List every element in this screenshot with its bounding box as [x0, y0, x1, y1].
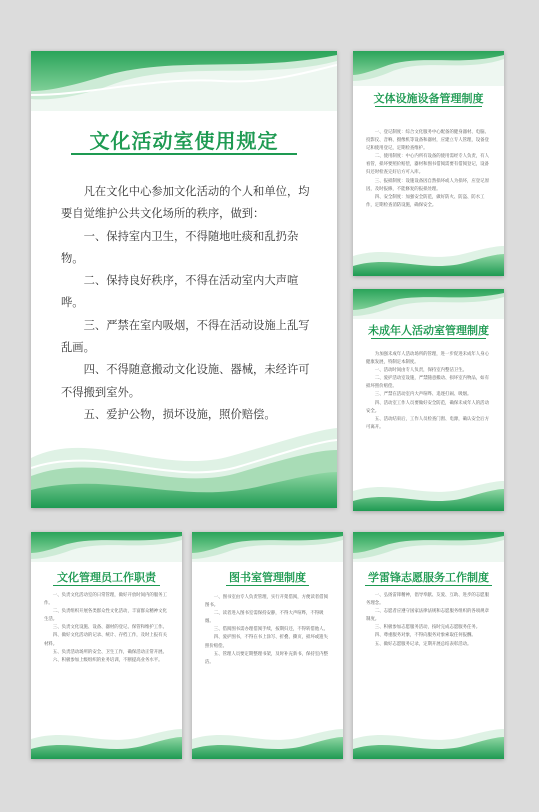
- title-underline: [53, 585, 160, 586]
- rule-item: 四、做好文化活动的记录、统计、存档工作，及时上报有关材料。: [44, 633, 167, 647]
- panel-volunteer-service: [353, 532, 504, 759]
- rule-item: 为加强未成年人活动场所的管理，进一步促进未成年人身心健康发展，特制定本制度。: [366, 352, 489, 366]
- panel-title: 文体设施设备管理制度: [373, 92, 484, 105]
- rule-item: 六、积极参加上级组织的业务培训，不断提高业务水平。: [52, 657, 163, 663]
- panel-body: [205, 594, 332, 667]
- rule-item: 三、严禁在活动室内大声喧哗、追逐打闹、吸烟。: [374, 392, 472, 398]
- bottom-wave-decoration: [31, 398, 337, 508]
- rule-item: 一、弘扬雷锋精神，倡导奉献、友爱、互助、进步的志愿服务理念。: [366, 593, 489, 607]
- bottom-wave-decoration: [353, 471, 504, 511]
- rule-item: 四、尊重服务对象，不得向服务对象索取任何报酬。: [374, 633, 476, 639]
- rule-item: 一、保持室内卫生，不得随地吐痰和乱扔杂物。: [61, 229, 299, 265]
- rule-item: 五、做好志愿服务记录，定期开展总结表彰活动。: [374, 641, 472, 647]
- bottom-wave-decoration: [353, 236, 504, 276]
- panel-library-rules: [192, 532, 343, 759]
- rules-body: [61, 181, 315, 426]
- panel-body: [44, 592, 171, 665]
- rule-item: 二、志愿者应遵守国家法律法规和志愿服务组织的各项规章制度。: [366, 609, 489, 623]
- rule-item: 三、报损制度：设施设备因自然损坏或人为损坏，应登记原因，及时报修，不能修复的报损处理。: [366, 178, 489, 192]
- panel-title: 文化管理员工作职责: [57, 571, 156, 584]
- rule-item: 二、负责组织开展各类群众性文化活动，丰富群众精神文化生活。: [44, 609, 167, 623]
- title-underline: [371, 338, 486, 339]
- panel-title: 图书室管理制度: [229, 571, 306, 584]
- bottom-wave-decoration: [353, 719, 504, 759]
- rule-item: 四、不得随意搬动文化设施、器械，未经许可不得搬到室外。: [61, 363, 310, 399]
- rule-item: 二、使用制度：中心内所有设备的使用需经专人负责，有人看管，损坏要照价赔偿，器材和图书借阅需要有借阅登记，设备归还时检查完好后方可入库。: [366, 154, 489, 176]
- rule-item: 二、读者进入图书室需保持安静，不得大声喧哗，不得吸烟。: [205, 611, 324, 625]
- rule-item: 一、负责文化活动室的日常管理，做好开放时间内的服务工作。: [44, 593, 167, 607]
- rule-item: 四、安全制度：加强安全防范，做好防火、防盗、防水工作，定期检查消防设施，确保安全。: [366, 194, 485, 208]
- rule-item: 四、活动室工作人员要做好安全防范，确保未成年人的活动安全。: [366, 400, 489, 414]
- panel-cultural-manager-duties: [31, 532, 182, 759]
- panel-minor-activity-room: [353, 289, 504, 511]
- panel-body: [366, 351, 493, 432]
- bottom-wave-decoration: [192, 719, 343, 759]
- rules-intro: 凡在文化中心参加文化活动的个人和单位，均要自觉维护公共文化场所的秩序，做到：: [61, 185, 310, 221]
- rule-item: 五、负责活动场所的安全、卫生工作，确保活动正常开展。: [52, 649, 167, 655]
- rule-item: 五、爱护公物，损坏设施，照价赔偿。: [83, 407, 276, 421]
- bottom-wave-decoration: [31, 719, 182, 759]
- rule-item: 一、活动时间由专人负责，保持室内整洁卫生。: [374, 368, 468, 374]
- rule-item: 三、严禁在室内吸烟，不得在活动设施上乱写乱画。: [61, 318, 310, 355]
- top-wave-decoration: [353, 51, 504, 86]
- title-underline: [365, 585, 492, 586]
- rule-item: 二、保持良好秩序，不得在活动室内大声喧哗。: [61, 274, 299, 310]
- panel-title: 学雷锋志愿服务工作制度: [368, 571, 489, 584]
- rule-item: 三、负责文化设施、设备、器材的登记、保管和维护工作。: [52, 625, 167, 631]
- top-wave-decoration: [31, 51, 337, 111]
- top-wave-decoration: [353, 289, 504, 319]
- top-wave-decoration: [31, 532, 182, 562]
- rule-item: 五、管理人员要定期整理书架，及时补充新书，保持室内整洁。: [205, 651, 328, 665]
- rule-item: 三、积极参加志愿服务活动，按时完成志愿服务任务。: [374, 625, 481, 631]
- rule-item: 五、活动结束后，工作人员检查门窗、电源，确认安全后方可离开。: [366, 416, 489, 430]
- rule-item: 一、登记制度：综合文化服务中心配备的健身器材、电脑、投影仪、音响、摄像机等设备和器材，应建立专人管理，设备登记和使用登记，定期检查维护。: [366, 130, 489, 152]
- rule-item: 三、借阅图书需办理借阅手续，按期归还，不得转借他人。: [213, 627, 328, 633]
- top-wave-decoration: [353, 532, 504, 562]
- panel-body: [366, 592, 493, 649]
- title-underline: [226, 585, 309, 586]
- panel-title: 未成年人活动室管理制度: [368, 324, 489, 337]
- top-wave-decoration: [192, 532, 343, 562]
- page-title: 文化活动室使用规定: [89, 129, 279, 153]
- panel-body: [366, 129, 493, 210]
- title-underline: [375, 106, 482, 107]
- title-underline: [71, 153, 297, 155]
- rule-item: 四、爱护图书，不得在书上涂写、折叠、撕页，损坏或遗失照价赔偿。: [205, 635, 328, 649]
- panel-facility-management: [353, 51, 504, 276]
- panel-activity-room-rules: [31, 51, 337, 508]
- rule-item: 二、爱护活动室设施，严禁随意搬动、损坏室内物品，如有损坏照价赔偿。: [366, 376, 489, 390]
- rule-item: 一、图书室由专人负责管理，实行开架借阅，方便读者借阅图书。: [205, 595, 328, 609]
